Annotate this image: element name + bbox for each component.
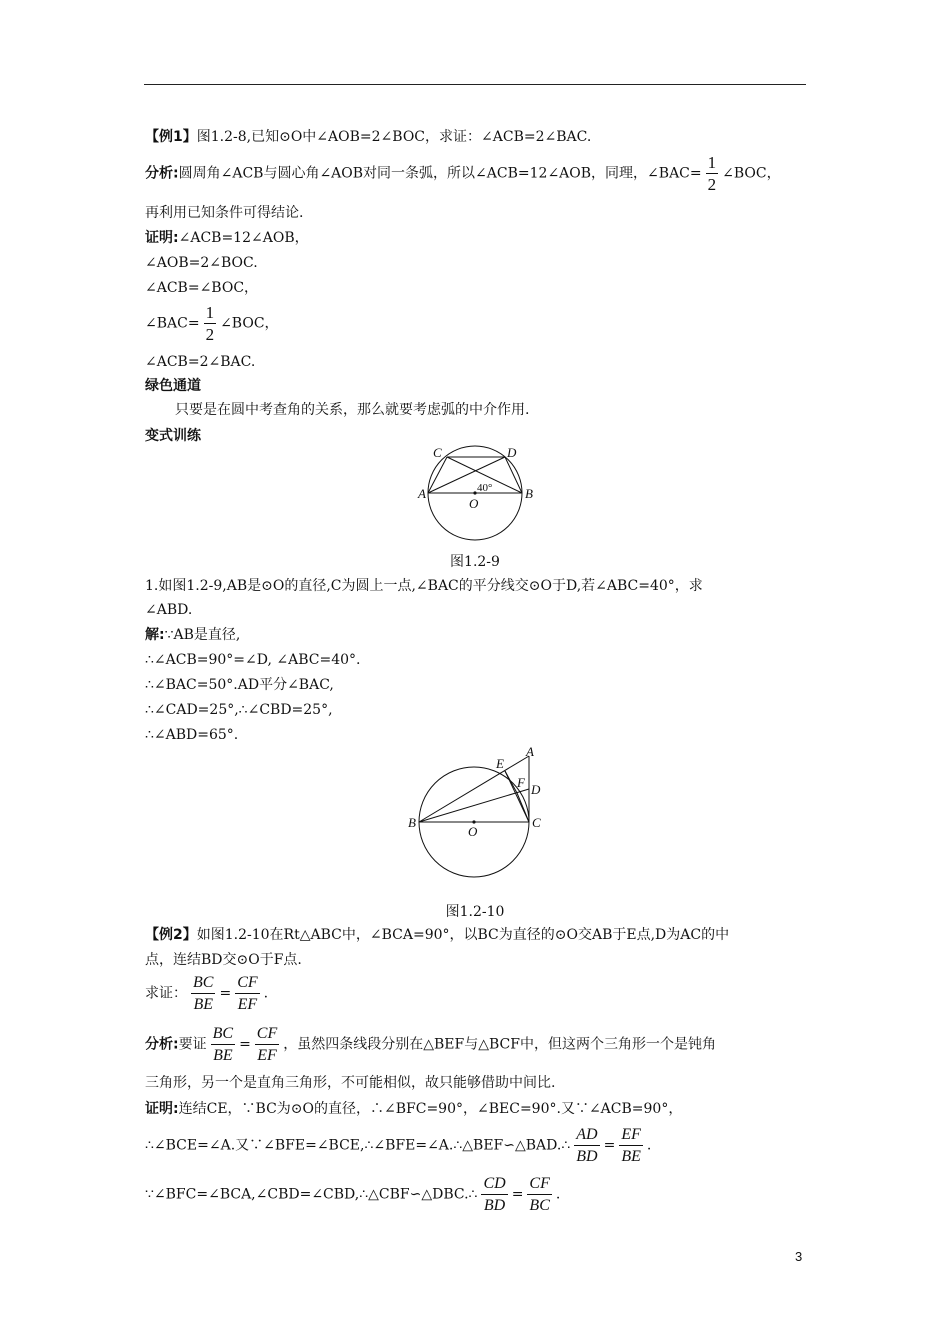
proof1-line4: ∠BAC= $\frac{1}{2}$ ∠BOC， [145,303,279,344]
label-F: F [517,775,525,790]
fraction-cd-bd: $\frac{CD}{BD}$ [483,1175,506,1214]
proof1-line2: ∠AOB=2∠BOC. [145,255,258,271]
page-number: 3 [795,1249,803,1264]
fraction-bc-be: $\frac{BC}{BE}$ [212,1025,234,1064]
label-O: O [469,496,479,511]
analysis2-line2: 三角形，另一个是直角三角形，不可能相似，故只能够借助中间比. [145,1075,556,1091]
label-O: O [468,824,478,839]
fraction-ad-bd: $\frac{AD}{BD}$ [576,1126,598,1165]
example2-line1: 【例2】如图1.2-10在Rt△ABC中，∠BCA=90°，以BC为直径的⊙O交AB于E点,D为AC的中 [145,927,730,943]
proof2-line2: ∴∠BCE=∠A.又∵∠BFE=∠BCE,∴∠BFE=∠A.∴△BEF∽△BAD.∴ $\frac{AD}{BD}$ = $\frac{EF}{BE}$ . [145,1126,652,1165]
figure9-caption: 图1.2-9 [450,554,500,570]
fraction-half: $\frac{1}{2}$ [707,153,717,194]
fraction-ef-be: $\frac{EF}{BE}$ [621,1126,641,1165]
figure-1-2-10 [400,740,560,885]
label-E: E [496,756,504,771]
proof2-line1: 证明:连结CE，∵BC为⊙O的直径，∴∠BFC=90°，∠BEC=90°.又∵∠ACB=90°， [145,1101,683,1117]
solution1-label: 解: [145,627,165,643]
label-A: A [418,486,426,501]
analysis1-label: 分析: [145,165,179,182]
fraction-cf-ef: $\frac{CF}{EF}$ [237,974,258,1013]
example1-text: 图1.2-8,已知⊙O中∠AOB=2∠BOC，求证：∠ACB=2∠BAC. [196,129,592,145]
fraction-half: $\frac{1}{2}$ [205,303,215,344]
green-text: 只要是在圆中考查角的关系，那么就要考虑弧的中介作用. [175,402,530,418]
solution1-line1: 解:∵AB是直径, [145,627,241,643]
variant-heading: 变式训练 [145,428,201,444]
label-C: C [433,445,442,460]
proof1-label: 证明: [145,230,179,246]
fraction-cf-bc: $\frac{CF}{BC}$ [529,1175,550,1214]
example2-line2: 点，连结BD交⊙O于F点. [145,952,302,968]
label-D: D [531,782,541,797]
proof1-line1: 证明:∠ACB=12∠AOB， [145,230,309,246]
label-D: D [507,445,517,460]
analysis1-text2: ∠BOC， [722,165,781,182]
solution1-line2: ∴∠ACB=90°=∠D, ∠ABC=40°. [145,652,361,668]
proof2-label: 证明: [145,1101,179,1117]
analysis1-text: 圆周角∠ACB与圆心角∠AOB对同一条弧，所以∠ACB=12∠AOB，同理，∠BAC= [178,165,702,182]
header-rule [144,84,806,85]
fraction-cf-ef: $\frac{CF}{EF}$ [256,1025,278,1064]
label-A: A [526,744,534,759]
analysis1-line2: 再利用已知条件可得结论. [145,205,304,221]
example2-prove: 求证： $\frac{BC}{BE}$ = $\frac{CF}{EF}$ . [145,974,269,1013]
proof1-line5: ∠ACB=2∠BAC. [145,354,256,370]
example2-head: 【例2】 [145,927,197,943]
solution1-line4: ∴∠CAD=25°,∴∠CBD=25°, [145,702,333,718]
figure-1-2-9 [405,440,545,550]
analysis1-line1 [145,152,781,195]
solution1-line5: ∴∠ABD=65°. [145,727,239,743]
figure10-caption: 图1.2-10 [445,904,505,920]
analysis2-label: 分析: [145,1036,179,1053]
solution1-line3: ∴∠BAC=50°.AD平分∠BAC, [145,677,334,693]
problem1-line2: ∠ABD. [145,602,193,618]
analysis2-line1: 分析:要证 $\frac{BC}{BE}$ = $\frac{CF}{EF}$ ，虽然四条线段分别在△BEF与△BCF中，但这两个三角形一个是钝角 [145,1025,716,1064]
example1-head: 【例1】 [145,129,197,145]
label-B: B [408,815,416,830]
example1-line [145,128,591,146]
proof2-line3: ∵∠BFC=∠BCA,∠CBD=∠CBD,∴△CBF∽△DBC.∴ $\frac{CD}{BD}$ = $\frac{CF}{BC}$ . [145,1175,561,1214]
proof1-line3: ∠ACB=∠BOC， [145,280,259,296]
label-B: B [525,486,533,501]
problem1-line1: 1.如图1.2-9,AB是⊙O的直径,C为圆上一点,∠BAC的平分线交⊙O于D,若∠ABC=40°，求 [145,578,703,594]
green-heading: 绿色通道 [145,378,201,394]
angle-label: 40° [477,482,493,494]
label-C: C [532,815,541,830]
fraction-bc-be: $\frac{BC}{BE}$ [193,974,214,1013]
